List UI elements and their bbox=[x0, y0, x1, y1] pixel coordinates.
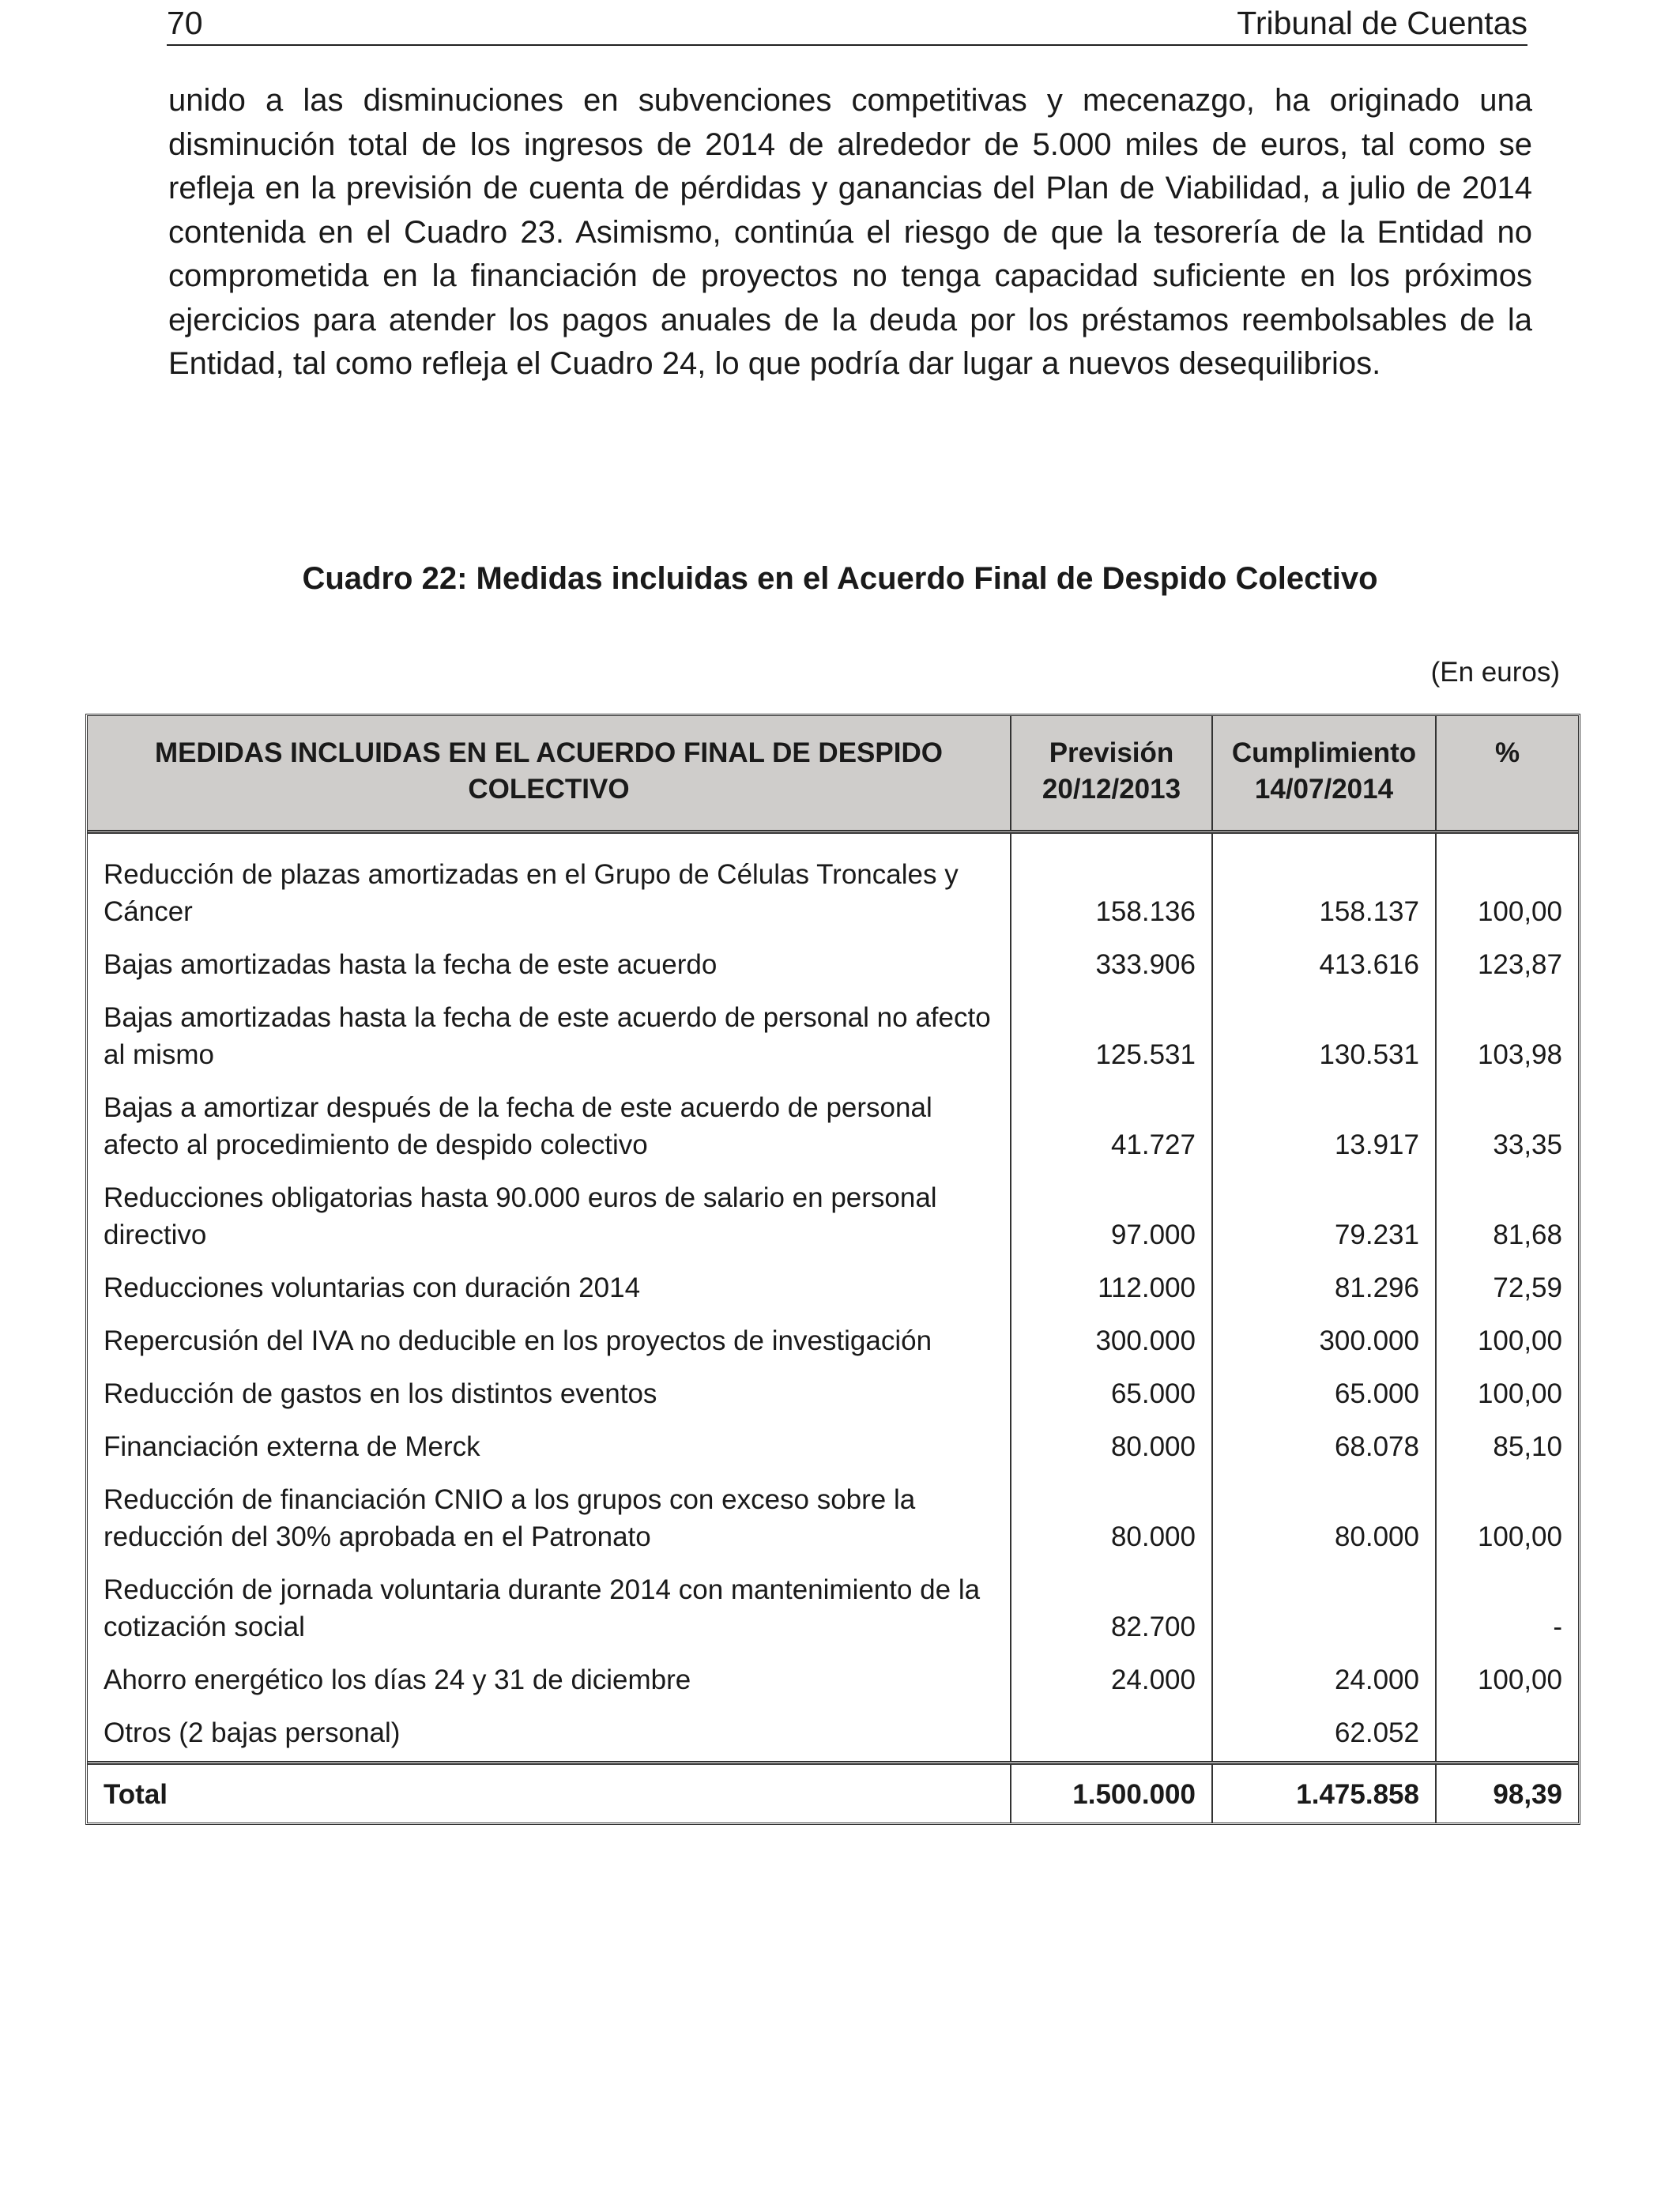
table-row bbox=[88, 1706, 1578, 1763]
total-prevision: 1.500.000 bbox=[1011, 1763, 1212, 1823]
row-percent: - bbox=[1553, 1612, 1562, 1642]
units-note: (En euros) bbox=[1430, 657, 1560, 688]
table-total-row bbox=[88, 1763, 1578, 1823]
row-cumplimiento bbox=[1212, 1563, 1436, 1653]
row-label: Ahorro energético los días 24 y 31 de diciembre bbox=[88, 1653, 1011, 1706]
row-percent: 100,00 bbox=[1477, 1521, 1562, 1552]
row-cumplimiento: 81.296 bbox=[1212, 1261, 1436, 1314]
row-percent bbox=[1436, 1706, 1578, 1763]
row-prevision: 80.000 bbox=[1011, 1473, 1212, 1563]
row-label: Reducciones voluntarias con duración 2014 bbox=[88, 1261, 1011, 1314]
header-cumplimiento: Cumplimiento 14/07/2014 bbox=[1212, 716, 1436, 832]
page-number: 70 bbox=[167, 5, 203, 41]
row-prevision bbox=[1011, 1706, 1212, 1763]
row-prevision: 112.000 bbox=[1011, 1261, 1212, 1314]
row-percent: 123,87 bbox=[1477, 949, 1562, 980]
row-prevision: 333.906 bbox=[1011, 938, 1212, 991]
row-cumplimiento: 80.000 bbox=[1212, 1473, 1436, 1563]
row-percent: 100,00 bbox=[1477, 1664, 1562, 1695]
row-label: Financiación externa de Merck bbox=[88, 1420, 1011, 1473]
row-label: Reducción de jornada voluntaria durante 2014 con mantenimiento de la cotización social bbox=[88, 1563, 1011, 1653]
table-header-row bbox=[88, 716, 1578, 832]
total-label: Total bbox=[88, 1763, 1011, 1823]
header-measures: MEDIDAS INCLUIDAS EN EL ACUERDO FINAL DE DESPIDO COLECTIVO bbox=[88, 716, 1011, 832]
row-cumplimiento: 413.616 bbox=[1212, 938, 1436, 991]
table-row bbox=[88, 1563, 1578, 1653]
total-cumplimiento: 1.475.858 bbox=[1212, 1763, 1436, 1823]
row-cumplimiento: 130.531 bbox=[1212, 991, 1436, 1081]
table-row bbox=[88, 1420, 1578, 1473]
row-prevision: 82.700 bbox=[1011, 1563, 1212, 1653]
table-row bbox=[88, 1473, 1578, 1563]
row-prevision: 97.000 bbox=[1011, 1171, 1212, 1261]
row-percent: 81,68 bbox=[1493, 1220, 1562, 1250]
table-title: Cuadro 22: Medidas incluidas en el Acuerdo Final de Despido Colectivo bbox=[302, 561, 1378, 596]
row-percent: 85,10 bbox=[1493, 1431, 1562, 1462]
row-cumplimiento: 68.078 bbox=[1212, 1420, 1436, 1473]
measures-table bbox=[88, 716, 1578, 1823]
table-row bbox=[88, 1653, 1578, 1706]
table-row bbox=[88, 1261, 1578, 1314]
row-prevision: 158.136 bbox=[1011, 832, 1212, 939]
row-label: Bajas amortizadas hasta la fecha de este acuerdo de personal no afecto al mismo bbox=[88, 991, 1011, 1081]
row-prevision: 65.000 bbox=[1011, 1367, 1212, 1420]
row-prevision: 125.531 bbox=[1011, 991, 1212, 1081]
row-label: Bajas a amortizar después de la fecha de este acuerdo de personal afecto al procedimiento de despido colectivo bbox=[88, 1081, 1011, 1171]
total-percent: 98,39 bbox=[1436, 1763, 1578, 1823]
table-row bbox=[88, 1171, 1578, 1261]
row-cumplimiento: 300.000 bbox=[1212, 1314, 1436, 1367]
header-prevision: Previsión 20/12/2013 bbox=[1011, 716, 1212, 832]
row-prevision: 300.000 bbox=[1011, 1314, 1212, 1367]
row-prevision: 80.000 bbox=[1011, 1420, 1212, 1473]
body-paragraph: unido a las disminuciones en subvenciones competitivas y mecenazgo, ha originado una disminución total de los ingresos de 2014 de alrededor de 5.000 miles de euros, tal como se refleja en la previsión de cuenta de pérdidas y ganancias del Plan de Viabilidad, a julio de 2014 contenida en el Cuadro 23. Asimismo, continúa el riesgo de que la tesorería de la Entidad no comprometida en la financiación de proyectos no tenga capacidad suficiente en los próximos ejercicios para atender los pagos anuales de la deuda por los préstamos reembolsables de la Entidad, tal como refleja el Cuadro 24, lo que podría dar lugar a nuevos desequilibrios. bbox=[168, 83, 1532, 381]
row-label: Repercusión del IVA no deducible en los proyectos de investigación bbox=[88, 1314, 1011, 1367]
row-label: Bajas amortizadas hasta la fecha de este acuerdo bbox=[88, 938, 1011, 991]
row-label: Reducción de financiación CNIO a los grupos con exceso sobre la reducción del 30% aprobada en el Patronato bbox=[88, 1473, 1011, 1563]
row-cumplimiento: 13.917 bbox=[1212, 1081, 1436, 1171]
row-cumplimiento: 79.231 bbox=[1212, 1171, 1436, 1261]
row-percent: 100,00 bbox=[1477, 896, 1562, 927]
table-row bbox=[88, 832, 1578, 939]
header-percent: % bbox=[1436, 716, 1578, 832]
row-cumplimiento: 158.137 bbox=[1212, 832, 1436, 939]
row-label: Reducciones obligatorias hasta 90.000 euros de salario en personal directivo bbox=[88, 1171, 1011, 1261]
row-cumplimiento: 62.052 bbox=[1212, 1706, 1436, 1763]
row-label: Otros (2 bajas personal) bbox=[88, 1706, 1011, 1763]
table-row bbox=[88, 991, 1578, 1081]
row-cumplimiento: 24.000 bbox=[1212, 1653, 1436, 1706]
row-label: Reducción de gastos en los distintos eventos bbox=[88, 1367, 1011, 1420]
running-title: Tribunal de Cuentas bbox=[1237, 5, 1527, 41]
table-row bbox=[88, 1081, 1578, 1171]
page-header bbox=[167, 0, 1527, 46]
row-percent: 103,98 bbox=[1477, 1039, 1562, 1070]
row-percent: 100,00 bbox=[1477, 1378, 1562, 1409]
table-row bbox=[88, 1367, 1578, 1420]
row-label: Reducción de plazas amortizadas en el Grupo de Células Troncales y Cáncer bbox=[88, 832, 1011, 939]
table-row bbox=[88, 938, 1578, 991]
row-percent: 33,35 bbox=[1493, 1129, 1562, 1160]
table-row bbox=[88, 1314, 1578, 1367]
measures-table-frame bbox=[85, 714, 1580, 1825]
row-percent: 72,59 bbox=[1493, 1272, 1562, 1303]
row-percent: 100,00 bbox=[1477, 1325, 1562, 1356]
row-prevision: 41.727 bbox=[1011, 1081, 1212, 1171]
row-cumplimiento: 65.000 bbox=[1212, 1367, 1436, 1420]
row-prevision: 24.000 bbox=[1011, 1653, 1212, 1706]
